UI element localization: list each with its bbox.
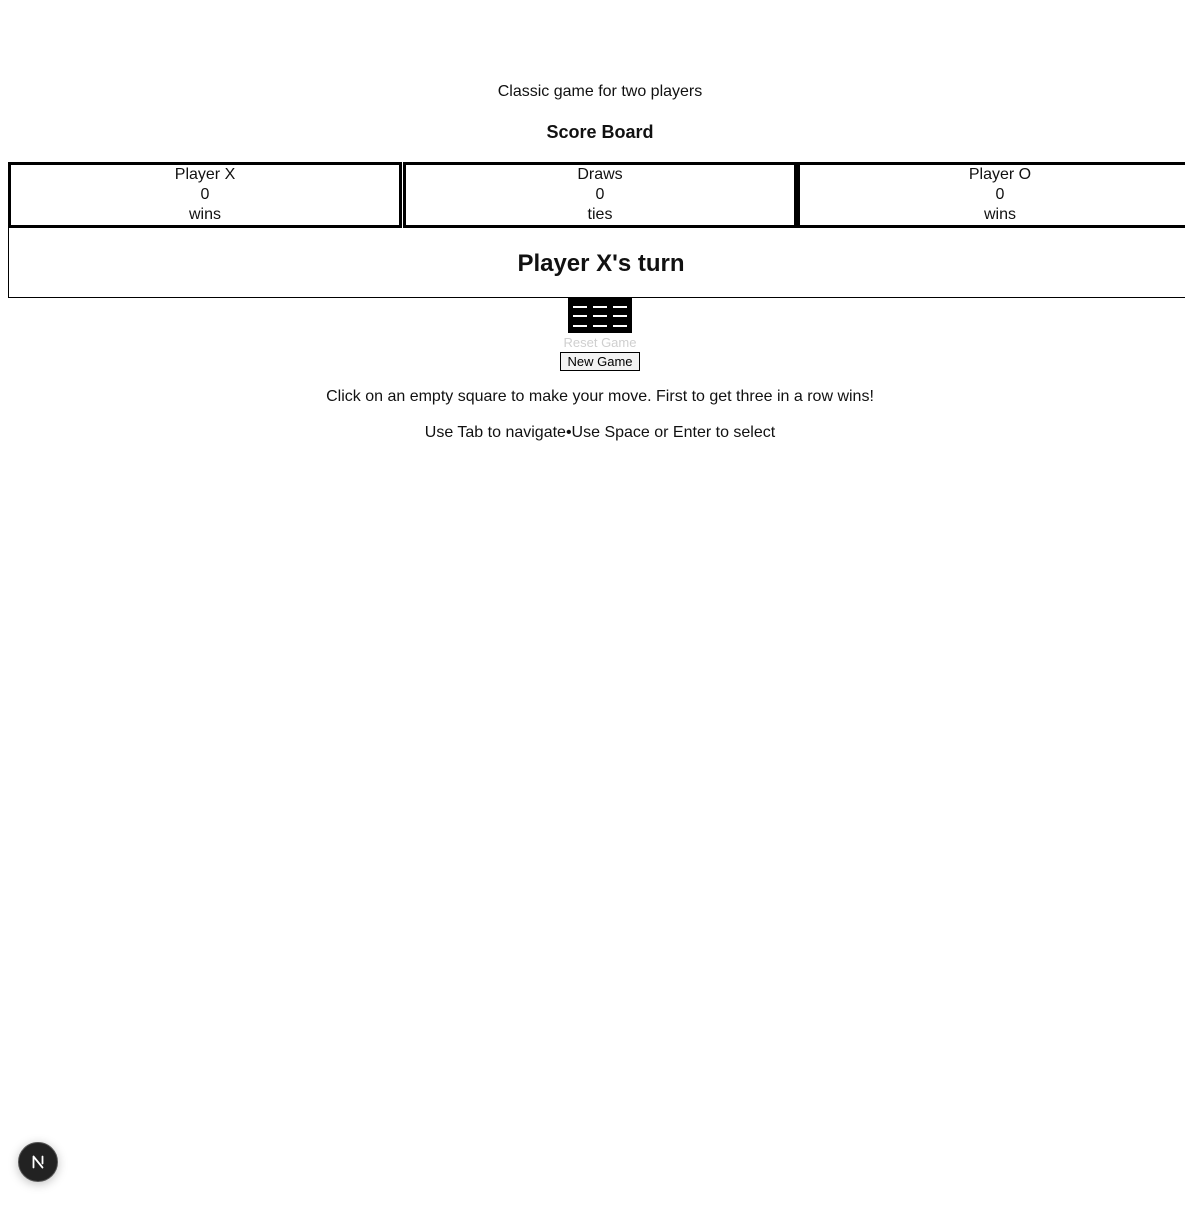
score-value: 0 (595, 186, 605, 203)
reset-game-button[interactable]: Reset Game (563, 335, 637, 350)
score-label: Player O (968, 166, 1032, 183)
game-subtitle: Classic game for two players (497, 83, 703, 100)
board-cell-2[interactable] (592, 301, 608, 311)
game-instructions: Click on an empty square to make your move. First to get three in a row wins! (326, 388, 874, 405)
score-draws (403, 162, 797, 228)
board-cell-4[interactable] (572, 311, 588, 321)
score-label: Player X (174, 166, 236, 183)
board-cell-8[interactable] (592, 320, 608, 330)
board-cell-3[interactable] (612, 301, 628, 311)
score-unit: ties (587, 206, 613, 223)
score-unit: wins (188, 206, 221, 223)
board-cell-1[interactable] (572, 301, 588, 311)
score-value: 0 (995, 186, 1005, 203)
score-unit: wins (983, 206, 1016, 223)
score-player-x (8, 162, 402, 228)
score-value: 0 (200, 186, 210, 203)
hint-separator: • (565, 424, 572, 441)
nextjs-logo-icon (30, 1154, 46, 1170)
score-player-o (797, 162, 1185, 228)
board-cell-5[interactable] (592, 311, 608, 321)
scoreboard-title: Score Board (546, 122, 654, 142)
board-cell-6[interactable] (612, 311, 628, 321)
board-cell-9[interactable] (612, 320, 628, 330)
score-label: Draws (577, 166, 623, 183)
board-cell-7[interactable] (572, 320, 588, 330)
new-game-button[interactable]: New Game (560, 352, 640, 371)
turn-status: Player X's turn (517, 250, 685, 277)
game-board (568, 298, 632, 333)
select-hint: Use Space or Enter to select (571, 424, 776, 441)
tab-hint: Use Tab to navigate (424, 424, 566, 441)
keyboard-hint (0, 422, 1185, 444)
scoreboard (8, 162, 1185, 228)
turn-status-box (8, 228, 1185, 298)
nextjs-dev-badge[interactable] (18, 1142, 58, 1182)
